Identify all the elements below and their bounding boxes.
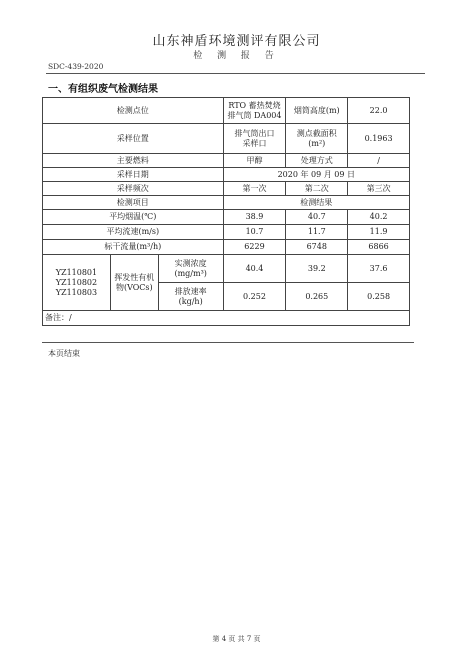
table-row	[43, 255, 410, 283]
sample-id: YZ110801	[55, 267, 98, 277]
table-cell: 0.258	[348, 283, 410, 311]
table-end-divider	[42, 342, 414, 343]
table-row	[43, 225, 410, 240]
table-row	[43, 124, 410, 154]
treatment-method-value: /	[348, 154, 410, 168]
emission-rate-label-line2: (kg/h)	[178, 296, 203, 306]
table-cell: 37.6	[348, 255, 410, 283]
row-label: 标干流量(m³/h)	[43, 240, 224, 255]
sampling-position-line1: 排气筒出口	[234, 128, 275, 138]
table-cell: 39.2	[286, 255, 348, 283]
section-title: 一、有组织废气检测结果	[48, 84, 158, 95]
table-cell: 40.2	[348, 210, 410, 225]
row-label: 检测点位	[43, 98, 224, 124]
row-label: 采样位置	[43, 124, 224, 154]
table-row	[43, 311, 410, 326]
emission-rate-label	[158, 283, 223, 311]
header-divider	[46, 73, 425, 74]
cross-section-area-label	[286, 124, 348, 154]
concentration-label-line2: (mg/m³)	[174, 268, 207, 278]
treatment-method-label: 处理方式	[286, 154, 348, 168]
concentration-label	[158, 255, 223, 283]
row-label: 平均烟温(℃)	[43, 210, 224, 225]
report-subtitle: 检 测 报 告	[193, 51, 280, 61]
table-row	[43, 240, 410, 255]
document-number: SDC-439-2020	[48, 62, 104, 71]
row-label: 采样日期	[43, 168, 224, 182]
table-cell: 38.9	[223, 210, 286, 225]
cross-section-area-value: 0.1963	[348, 124, 410, 154]
sampling-position	[223, 124, 286, 154]
cross-section-area-label-line2: (m²)	[308, 138, 326, 148]
table-cell: 0.252	[223, 283, 286, 311]
sample-id: YZ110802	[55, 277, 98, 287]
sampling-position-line2: 采样口	[242, 138, 267, 148]
row-label: 采样频次	[43, 182, 224, 196]
table-cell: 11.7	[286, 225, 348, 240]
stack-height-value: 22.0	[348, 98, 410, 124]
table-cell: 6748	[286, 240, 348, 255]
sampling-round-2: 第二次	[286, 182, 348, 196]
vocs-name-line1: 挥发性有机	[114, 272, 155, 282]
table-row	[43, 168, 410, 182]
table-row	[43, 196, 410, 210]
table-row	[43, 182, 410, 196]
sample-id: YZ110803	[55, 287, 98, 297]
main-fuel-value: 甲醇	[223, 154, 286, 168]
vocs-name	[110, 255, 158, 311]
row-label: 检测项目	[43, 196, 224, 210]
table-cell: 6229	[223, 240, 286, 255]
results-header: 检测结果	[223, 196, 409, 210]
table-cell: 40.7	[286, 210, 348, 225]
table-row	[43, 98, 410, 124]
stack-height-label: 烟筒高度(m)	[286, 98, 348, 124]
table-cell: 10.7	[223, 225, 286, 240]
concentration-label-line1: 实测浓度	[174, 258, 207, 268]
table-cell: 0.265	[286, 283, 348, 311]
sampling-date: 2020 年 09 月 09 日	[223, 168, 409, 182]
row-label: 主要燃料	[43, 154, 224, 168]
table-cell: 40.4	[223, 255, 286, 283]
table-row	[43, 210, 410, 225]
sample-ids	[43, 255, 111, 311]
cross-section-area-label-line1: 测点截面积	[296, 128, 337, 138]
table-cell: 11.9	[348, 225, 410, 240]
remark: 备注：/	[43, 311, 410, 326]
sampling-round-1: 第一次	[223, 182, 286, 196]
table-row	[43, 154, 410, 168]
monitoring-point	[223, 98, 286, 124]
exhaust-gas-results-table	[42, 97, 410, 326]
vocs-name-line2: 物(VOCs)	[115, 282, 153, 292]
end-of-page-note: 本页结束	[48, 349, 80, 358]
monitoring-point-line2: 排气筒 DA004	[227, 110, 282, 120]
company-name: 山东神盾环境测评有限公司	[152, 34, 321, 49]
monitoring-point-line1: RTO 蓄热焚烧	[228, 100, 281, 110]
page-number: 第 4 页 共 7 页	[212, 635, 261, 643]
row-label: 平均流速(m/s)	[43, 225, 224, 240]
table-cell: 6866	[348, 240, 410, 255]
emission-rate-label-line1: 排放速率	[174, 286, 207, 296]
sampling-round-3: 第三次	[348, 182, 410, 196]
